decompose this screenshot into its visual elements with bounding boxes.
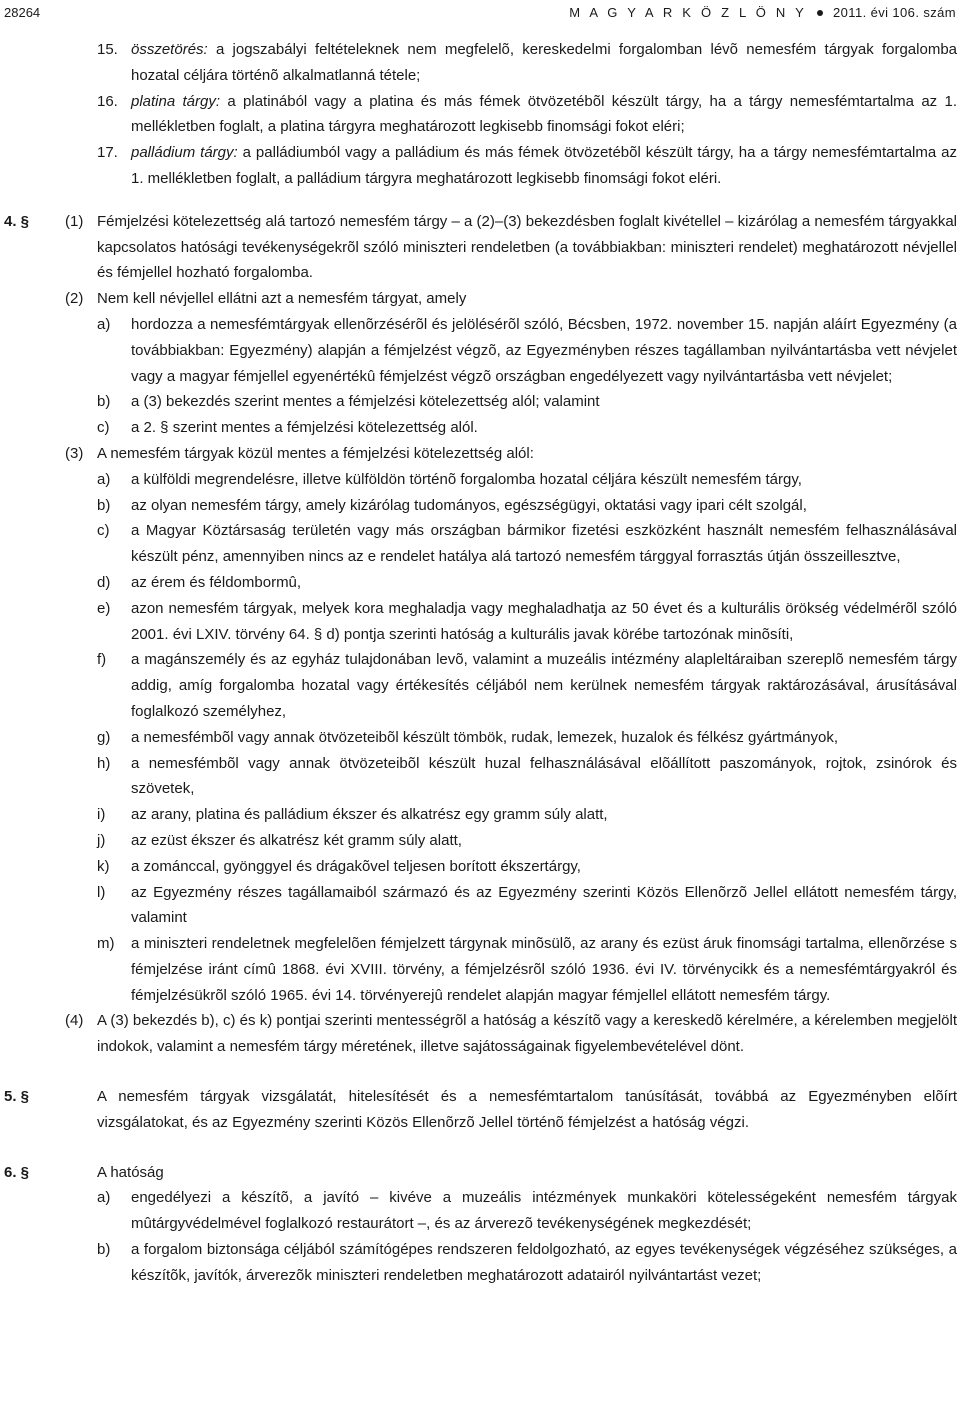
item-label: e): [97, 599, 111, 617]
item-text: a magánszemély és az egyház tulajdonában levõ, valamint a muzeális intézmény alapleltáraiban szereplõ nemesfém tárgy addig, amíg forgalomba hozatal vagy értékesítés céljából nem kerülnek nemesfém tárgyak raktározásával, árusításával foglalkozó személyhez,: [131, 651, 957, 720]
item-text: a nemesfémbõl vagy annak ötvözeteibõl készült huzal felhasználásával elõállított paszományok, rojtok, zsinórok és szövetek,: [131, 754, 957, 798]
item-label: d): [97, 573, 111, 591]
paragraph-text: Fémjelzési kötelezettség alá tartozó nemesfém tárgy – a (2)–(3) bekezdésben foglalt kivétellel – kizárólag a nemesfém tárgyakkal kapcsolatos hatósági tevékenységekrõl szóló miniszteri rendeletben (a továbbiakban: miniszteri rendelet) meghatározott névjellel és fémjellel hozható forgalomba.: [97, 212, 957, 282]
list-item: [97, 751, 957, 803]
list-item: [97, 570, 957, 596]
list-item: [97, 389, 957, 415]
item-label: g): [97, 728, 111, 746]
definition-body: a platinából vagy a platina és más fémek ötvözetébõl készült tárgy, ha a tárgy nemesfémtartalma az 1. mellékletben foglalt, a platina tárgyra meghatározott legkisebb finomsági fokot eléri;: [131, 92, 957, 136]
item-label: b): [97, 1241, 111, 1259]
list-item: [97, 647, 957, 724]
section-5: [0, 1084, 960, 1136]
item-text: hordozza a nemesfémtárgyak ellenõrzésérõl és jelölésérõl szóló, Bécsben, 1972. november 15. napján aláírt Egyezmény (a továbbiakban: Egyezmény) alapján a fémjelzést végzõ, az Egyezményben részes tagállamban nyilvántartásba vett névjelet vagy a magyar fémjellel egyenértékû fémjelzést végzõ országban engedélyezett vagy nyilvántartásba vett névjelet;: [131, 315, 957, 385]
list-item: [97, 493, 957, 519]
section-6: [0, 1160, 960, 1289]
definition-number: 15.: [97, 41, 118, 58]
section-text: A hatóság: [97, 1163, 164, 1181]
definition-body: a jogszabályi feltételeknek nem megfelelõ, kereskedelmi forgalomban lévõ nemesfém tárgyak forgalomba hozatal céljára történõ alkalmatlanná tétele;: [131, 41, 957, 84]
definition-number: 17.: [97, 144, 118, 162]
item-text: az Egyezmény részes tagállamaiból származó és az Egyezmény szerinti Közös Ellenõrzõ Jellel ellátott nemesfém tárgy, valamint: [131, 883, 957, 927]
item-label: h): [97, 754, 111, 772]
definition-term: összetörés:: [131, 41, 208, 58]
list-item: [97, 1185, 957, 1237]
list-item: [97, 518, 957, 570]
paragraph-4: [65, 1008, 957, 1060]
list-item: [97, 1237, 957, 1289]
page-header: [0, 0, 960, 26]
section-4: [0, 209, 960, 1060]
item-text: az ezüst ékszer és alkatrész két gramm súly alatt,: [131, 831, 462, 849]
item-label: c): [97, 522, 110, 540]
paragraph-text: A nemesfém tárgyak közül mentes a fémjelzési kötelezettség alól:: [97, 444, 534, 462]
definition-term: platina tárgy:: [131, 92, 221, 110]
item-label: c): [97, 419, 110, 437]
item-label: a): [97, 470, 111, 488]
item-text: a (3) bekezdés szerint mentes a fémjelzési kötelezettség alól; valamint: [131, 393, 600, 411]
item-label: b): [97, 496, 111, 514]
list-item: [97, 415, 957, 441]
paragraph-number: (3): [65, 444, 84, 462]
item-text: a miniszteri rendeletnek megfelelõen fémjelzett tárgynak minõsülõ, az arany és ezüst áruk finomsági tartalma, ellenõrzése s fémjelzése iránt címû 1868. évi XVIII. törvény, a fémjelzésrõl szóló 1936. évi IV. törvénycikk és a nemesfémtárgyakról és fémjelzésükrõl szóló 1965. évi 14. törvényerejû rendelet alapján magyar fémjellel ellátott nemesfém tárgy.: [131, 935, 957, 1004]
paragraph-content: [97, 286, 957, 441]
paragraph-text: Nem kell névjellel ellátni azt a nemesfém tárgyat, amely: [97, 290, 467, 308]
definition-text: [131, 140, 957, 192]
item-text: azon nemesfém tárgyak, melyek kora meghaladja vagy meghaladhatja az 50 évet és a kulturális örökség védelmérõl szóló 2001. évi LXIV. törvény 64. § d) pontja szerinti hatóság a kulturális javak körébe tartozónak minõsíti,: [131, 599, 957, 643]
item-text: az érem és féldombormû,: [131, 573, 302, 591]
definition-16: [0, 89, 960, 141]
section-text: A nemesfém tárgyak vizsgálatát, hitelesítését és a nemesfémtartalom tanúsítását, továbbá az Egyezményben elõírt vizsgálatokat, és az Egyezmény szerinti Közös Ellenõrzõ Jellel történõ fémjelzést a hatóság végzi.: [97, 1088, 957, 1131]
item-label: l): [97, 883, 106, 901]
section-body: [65, 1084, 957, 1136]
paragraph-3: [65, 441, 957, 1009]
definition-term: palládium tárgy:: [131, 144, 238, 162]
item-label: a): [97, 315, 111, 333]
item-text: az arany, platina és palládium ékszer és alkatrész egy gramm súly alatt,: [131, 806, 608, 824]
bullet-separator-icon: [817, 10, 823, 16]
item-label: j): [97, 831, 106, 849]
list-item: [97, 725, 957, 751]
item-text: a külföldi megrendelésre, illetve külföldön történõ forgalomba hozatal céljára készült nemesfém tárgy,: [131, 470, 802, 488]
paragraph-number: (4): [65, 1012, 84, 1030]
paragraph-number: (1): [65, 212, 84, 230]
journal-issue: 2011. évi 106. szám: [833, 5, 956, 20]
item-label: b): [97, 393, 111, 411]
definition-17: [0, 140, 960, 192]
list-item: [97, 854, 957, 880]
definition-text: [131, 89, 957, 141]
item-text: az olyan nemesfém tárgy, amely kizárólag tudományos, egészségügyi, oktatási vagy ipari célt szolgál,: [131, 496, 807, 514]
item-text: a 2. § szerint mentes a fémjelzési kötelezettség alól.: [131, 419, 478, 437]
section-number: 4. §: [4, 212, 30, 230]
list-item: [97, 596, 957, 648]
page-number: 28264: [4, 5, 41, 20]
definition-text: [131, 37, 957, 89]
list-item: [97, 828, 957, 854]
list-item: [97, 312, 957, 389]
item-label: k): [97, 857, 110, 875]
item-label: a): [97, 1189, 111, 1207]
paragraph-1: [65, 209, 957, 286]
item-label: m): [97, 935, 115, 953]
list-item: [97, 880, 957, 932]
journal-title: [569, 0, 956, 26]
document-body: [0, 37, 960, 1289]
section-body: [65, 209, 957, 1060]
journal-name: M A G Y A R K Ö Z L Ö N Y: [569, 5, 807, 20]
section-number: 6. §: [4, 1163, 30, 1181]
item-text: a forgalom biztonsága céljából számítógépes rendszeren feldolgozható, az egyes tevékenységek végzéséhez szükséges, a készítõk, javítók, árverezõk miniszteri rendeletben meghatározott adatairól nyilvántartást vezet;: [131, 1241, 957, 1284]
item-text: a Magyar Köztársaság területén vagy más országban bármikor fizetési eszközként használt nemesfém felhasználásával készült pénz, amennyiben nincs az e rendelet hatálya alá tartozó nemesfém tárggyal forrasztás útján összeillesztve,: [131, 522, 957, 566]
item-text: engedélyezi a készítõ, a javító – kivéve a muzeális intézmények munkaköri kötelességeként nemesfém tárgyak mûtárgyvédelmével foglalkozó restaurátort –, és az árverezõ tevékenységének megkezdését;: [131, 1189, 957, 1233]
item-label: i): [97, 806, 106, 824]
list-item: [97, 802, 957, 828]
list-item: [97, 467, 957, 493]
paragraph-content: [97, 441, 957, 1009]
item-text: a zománccal, gyönggyel és drágakõvel teljesen borított ékszertárgy,: [131, 857, 581, 875]
definition-body: a palládiumból vagy a palládium és más fémek ötvözetébõl készült tárgy, ha a tárgy nemesfémtartalma az 1. mellékletben foglalt, a palládium tárgyra meghatározott legkisebb finomsági fokot eléri.: [131, 144, 957, 187]
definition-number: 16.: [97, 92, 118, 110]
paragraph-2: [65, 286, 957, 441]
item-text: a nemesfémbõl vagy annak ötvözeteibõl készült tömbök, rudak, lemezek, huzalok és félkész gyártmányok,: [131, 728, 839, 746]
item-label: f): [97, 651, 107, 669]
section-body: [65, 1160, 957, 1289]
definition-15: [0, 37, 960, 89]
section-number: 5. §: [4, 1088, 30, 1106]
list-item: [97, 931, 957, 1008]
paragraph-text: A (3) bekezdés b), c) és k) pontjai szerinti mentességrõl a hatóság a készítõ vagy a kereskedõ kérelmére, a kérelemben megjelölt indokok, valamint a nemesfém tárgy méretének, illetve sajátosságainak figyelembevételével dönt.: [97, 1012, 957, 1056]
paragraph-number: (2): [65, 290, 84, 308]
